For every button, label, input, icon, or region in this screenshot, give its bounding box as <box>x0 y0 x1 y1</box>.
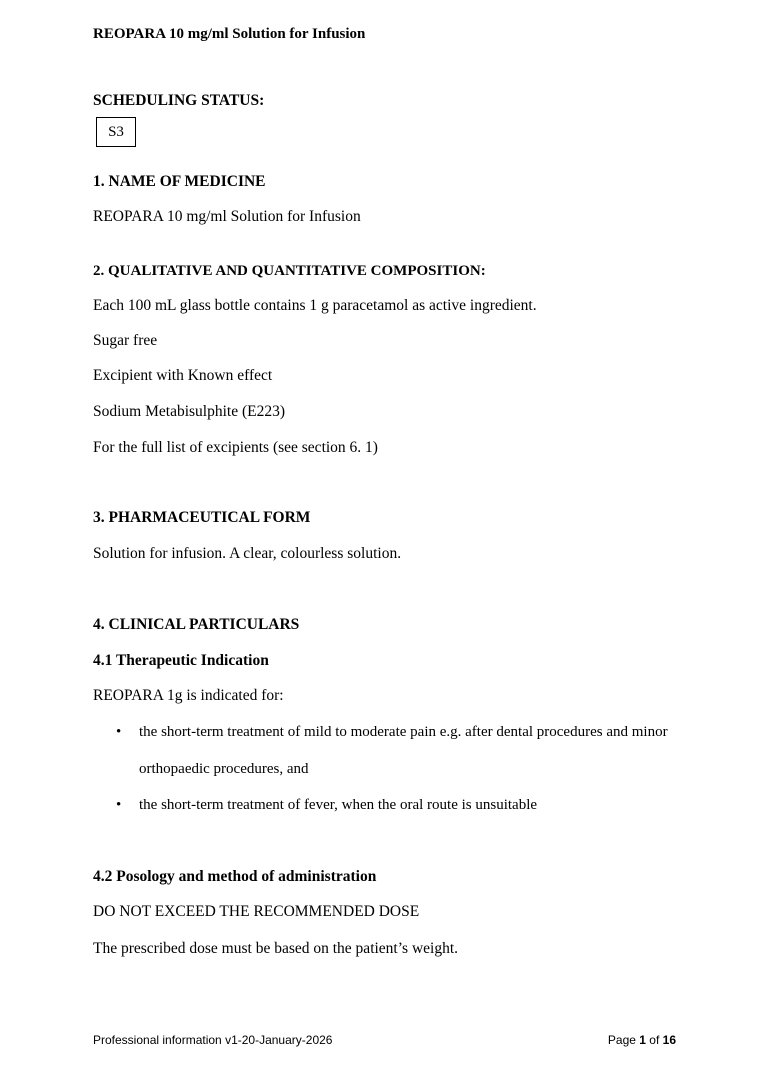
section-2-line: Each 100 mL glass bottle contains 1 g paracetamol as active ingredient. <box>93 297 537 314</box>
section-4-1-intro: REOPARA 1g is indicated for: <box>93 687 284 704</box>
section-2-heading: 2. QUALITATIVE AND QUANTITATIVE COMPOSITION: <box>93 263 486 279</box>
section-1-heading: 1. NAME OF MEDICINE <box>93 173 266 190</box>
scheduling-status-value: S3 <box>108 123 124 140</box>
bullet-marker: • <box>116 797 122 813</box>
section-4-heading: 4. CLINICAL PARTICULARS <box>93 616 300 633</box>
bullet-item-text: the short-term treatment of fever, when the oral route is unsuitable <box>139 797 538 813</box>
footer-page-number <box>608 1033 676 1047</box>
scheduling-status-box <box>96 117 136 147</box>
section-4-1-heading: 4.1 Therapeutic Indication <box>93 652 269 669</box>
dose-warning: DO NOT EXCEED THE RECOMMENDED DOSE <box>93 903 420 920</box>
section-2-line: Sugar free <box>93 332 158 349</box>
bullet-item-text: the short-term treatment of mild to moderate pain e.g. after dental procedures and minor <box>139 724 668 740</box>
section-2-line: For the full list of excipients (see section 6. 1) <box>93 439 378 456</box>
section-4-2-heading: 4.2 Posology and method of administration <box>93 868 377 885</box>
scheduling-status-heading: SCHEDULING STATUS: <box>93 92 265 109</box>
bullet-marker: • <box>116 724 122 740</box>
section-1-text: REOPARA 10 mg/ml Solution for Infusion <box>93 208 361 225</box>
page-current: 1 <box>639 1033 646 1047</box>
section-3-heading: 3. PHARMACEUTICAL FORM <box>93 509 311 526</box>
section-3-text: Solution for infusion. A clear, colourless solution. <box>93 545 402 562</box>
section-2-line: Sodium Metabisulphite (E223) <box>93 403 286 420</box>
running-header-title: REOPARA 10 mg/ml Solution for Infusion <box>93 26 366 42</box>
page-total: 16 <box>662 1033 676 1047</box>
page-prefix: Page <box>607 1033 640 1047</box>
page-of: of <box>645 1033 663 1047</box>
section-2-line: Excipient with Known effect <box>93 367 273 384</box>
footer-version-info: Professional information v1-20-January-2026 <box>93 1033 333 1047</box>
section-4-2-text: The prescribed dose must be based on the patient’s weight. <box>93 940 459 957</box>
bullet-item-text-continued: orthopaedic procedures, and <box>139 761 309 777</box>
